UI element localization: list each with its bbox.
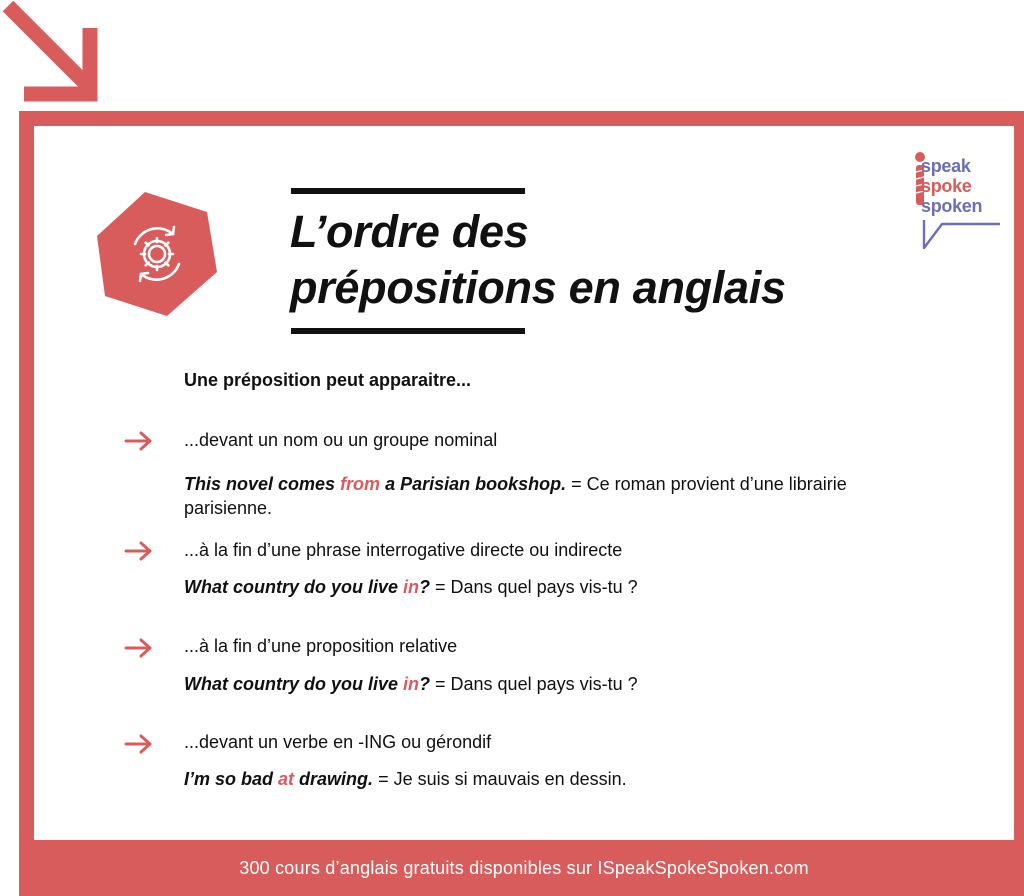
example-1 [184, 472, 914, 520]
arrow-down-right-icon [0, 0, 110, 110]
example-2-translation: = Dans quel pays vis-tu ? [430, 577, 638, 597]
example-3-en-after: ? [419, 674, 431, 694]
title-rule-bottom [291, 328, 525, 334]
logo-word-spoken: spoken [921, 196, 983, 216]
footer-text: 300 cours d’anglais gratuits disponibles sur ISpeakSpokeSpoken.com [239, 857, 809, 878]
example-4 [184, 767, 914, 791]
example-1-en-before: This novel comes [184, 474, 341, 494]
logo-word-speak: speak [921, 156, 971, 176]
arrow-right-icon [124, 540, 154, 562]
gear-cycle-icon [95, 190, 219, 318]
arrow-right-icon [124, 637, 154, 659]
example-2-en-before: What country do you live [184, 577, 404, 597]
rule-text-1: ...devant un nom ou un groupe nominal [184, 430, 498, 450]
example-3 [184, 672, 914, 696]
example-3-translation: = Dans quel pays vis-tu ? [430, 674, 638, 694]
title-line-2: prépositions en anglais [290, 262, 786, 313]
rule-text-4: ...devant un verbe en -ING ou gérondif [184, 732, 492, 752]
example-2 [184, 575, 914, 599]
example-2-english [184, 577, 430, 597]
footer-banner [34, 840, 1014, 896]
example-1-en-after: a Parisian bookshop. [380, 474, 567, 494]
intro-heading: Une préposition peut apparaitre... [184, 370, 472, 390]
example-3-en-before: What country do you live [184, 674, 404, 694]
arrow-right-icon [124, 430, 154, 452]
example-3-preposition: in [403, 674, 420, 694]
example-1-english [184, 474, 566, 494]
logo-word-spoke: spoke [921, 176, 972, 196]
example-1-preposition: from [340, 474, 381, 494]
title-rule-top [291, 188, 525, 194]
example-2-en-after: ? [419, 577, 431, 597]
page-title [290, 204, 890, 316]
example-4-en-after: drawing. [294, 769, 374, 789]
example-4-english [184, 769, 373, 789]
title-line-1: L’ordre des [290, 206, 529, 257]
example-2-preposition: in [403, 577, 420, 597]
speech-tail-icon [920, 220, 1002, 252]
arrow-right-icon [124, 733, 154, 755]
example-3-english [184, 674, 430, 694]
rule-text-3: ...à la fin d’une proposition relative [184, 636, 458, 656]
rule-text-2: ...à la fin d’une phrase interrogative directe ou indirecte [184, 540, 623, 560]
brand-logo [912, 150, 1002, 255]
example-4-translation: = Je suis si mauvais en dessin. [373, 769, 627, 789]
example-1-translation: = Ce roman provient d’une librairie parisienne. [184, 474, 847, 518]
example-4-en-before: I’m so bad [184, 769, 279, 789]
example-4-preposition: at [278, 769, 295, 789]
